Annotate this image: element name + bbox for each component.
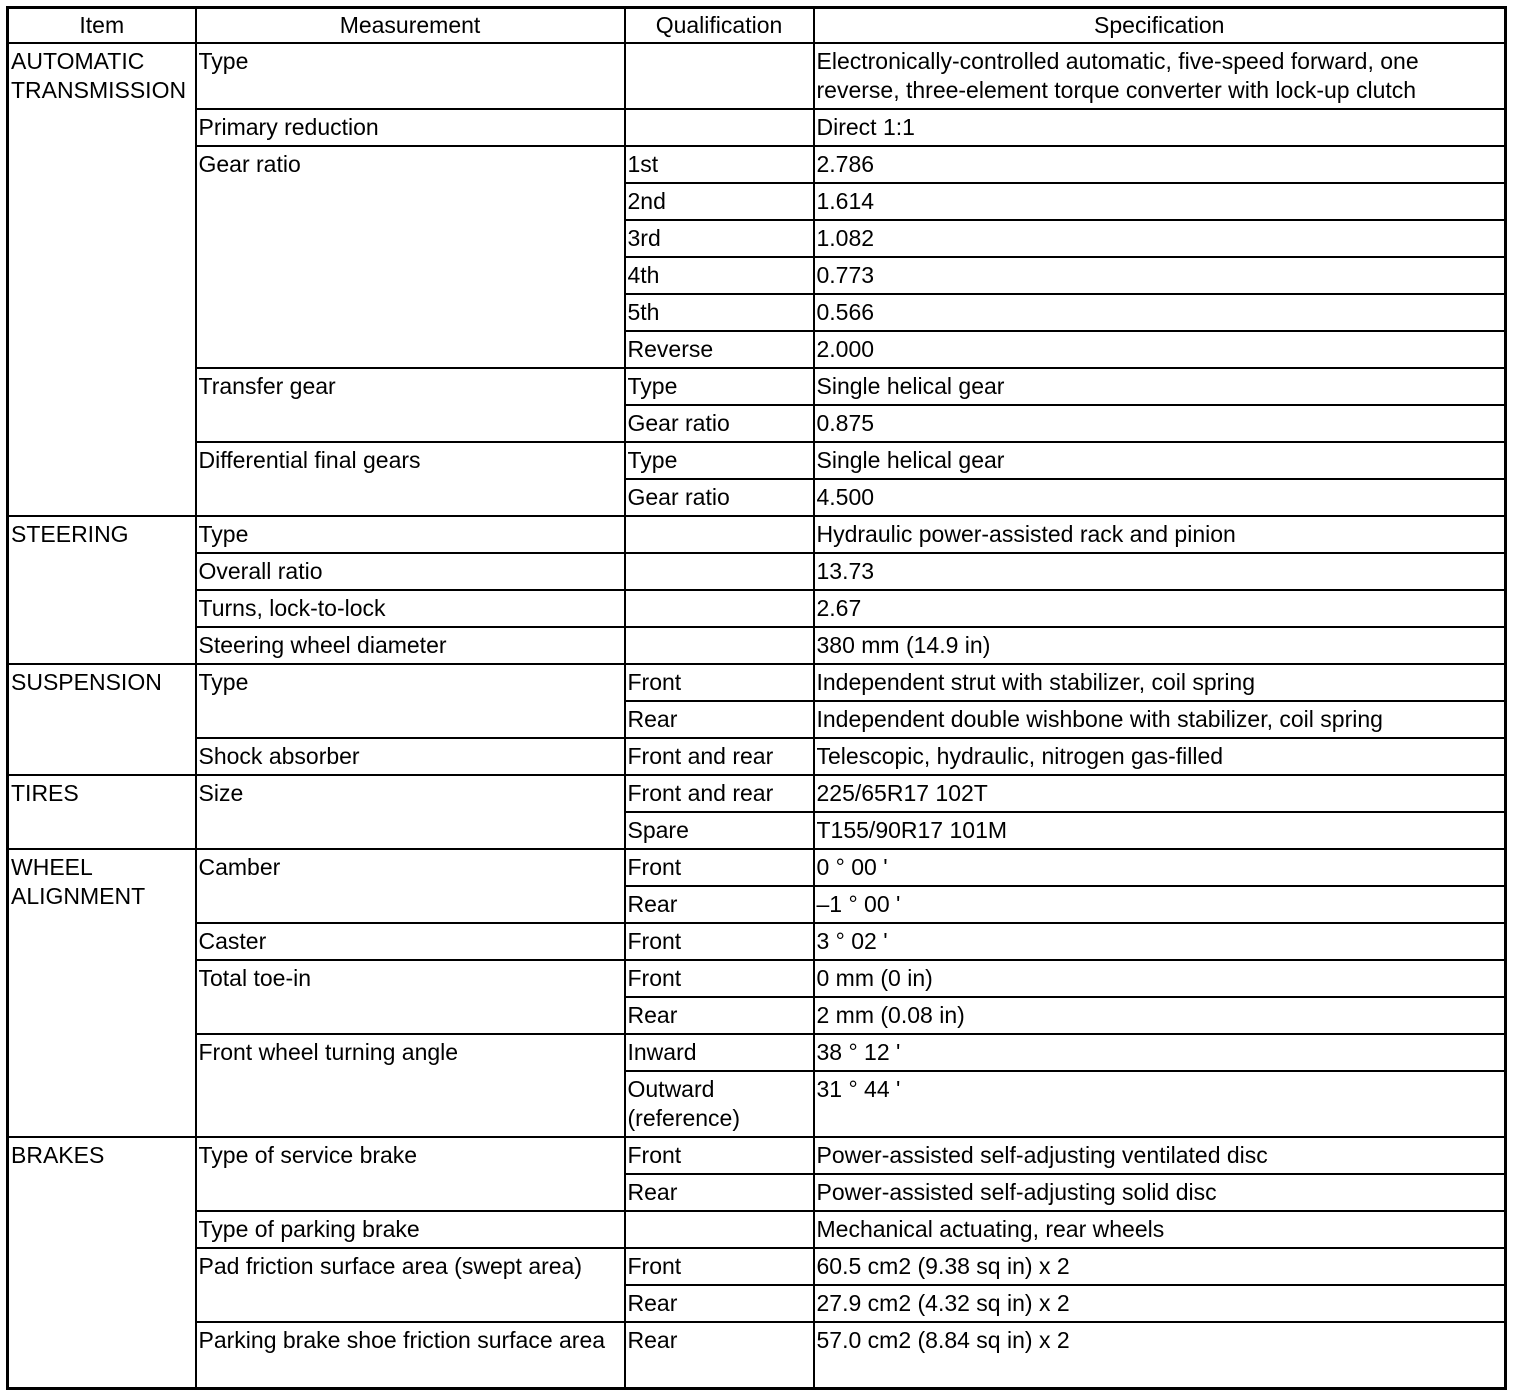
item-automatic-transmission: AUTOMATIC TRANSMISSION <box>8 43 196 516</box>
specification-cell: 3 ° 02 ' <box>814 923 1506 960</box>
table-row <box>8 627 1506 664</box>
qualification-cell <box>625 1211 814 1248</box>
specification-cell: 1.614 <box>814 183 1506 220</box>
qualification-cell <box>625 590 814 627</box>
specification-cell: 57.0 cm2 (8.84 sq in) x 2 <box>814 1322 1506 1388</box>
qualification-cell: Rear <box>625 1322 814 1388</box>
measurement-cell: Type of service brake <box>196 1137 625 1211</box>
measurement-cell: Type <box>196 664 625 738</box>
measurement-cell: Differential final gears <box>196 442 625 516</box>
specification-cell: Single helical gear <box>814 368 1506 405</box>
qualification-cell: 4th <box>625 257 814 294</box>
qualification-cell <box>625 553 814 590</box>
table-row <box>8 109 1506 146</box>
table-row <box>8 553 1506 590</box>
measurement-cell: Transfer gear <box>196 368 625 442</box>
table-row <box>8 1137 1506 1174</box>
specification-cell: 2.67 <box>814 590 1506 627</box>
qualification-cell: Rear <box>625 1174 814 1211</box>
table-row <box>8 43 1506 109</box>
table-row <box>8 923 1506 960</box>
specification-cell: Direct 1:1 <box>814 109 1506 146</box>
specification-cell: 0 mm (0 in) <box>814 960 1506 997</box>
specification-cell: 380 mm (14.9 in) <box>814 627 1506 664</box>
measurement-cell: Pad friction surface area (swept area) <box>196 1248 625 1322</box>
specification-cell: 2 mm (0.08 in) <box>814 997 1506 1034</box>
qualification-cell <box>625 109 814 146</box>
qualification-cell: Rear <box>625 1285 814 1322</box>
table-row <box>8 146 1506 183</box>
specification-cell: 13.73 <box>814 553 1506 590</box>
measurement-cell: Primary reduction <box>196 109 625 146</box>
qualification-cell: Outward (reference) <box>625 1071 814 1137</box>
item-steering: STEERING <box>8 516 196 664</box>
measurement-cell: Steering wheel diameter <box>196 627 625 664</box>
specification-cell: 2.000 <box>814 331 1506 368</box>
table-row <box>8 442 1506 479</box>
specification-cell: Independent double wishbone with stabilizer, coil spring <box>814 701 1506 738</box>
qualification-cell: Type <box>625 368 814 405</box>
specification-cell: 225/65R17 102T <box>814 775 1506 812</box>
qualification-cell: Gear ratio <box>625 479 814 516</box>
specification-table <box>6 6 1507 1390</box>
measurement-cell: Type <box>196 43 625 109</box>
specification-cell: Independent strut with stabilizer, coil spring <box>814 664 1506 701</box>
specification-cell: Power-assisted self-adjusting ventilated disc <box>814 1137 1506 1174</box>
measurement-cell: Turns, lock-to-lock <box>196 590 625 627</box>
qualification-cell <box>625 43 814 109</box>
item-wheel-alignment: WHEEL ALIGNMENT <box>8 849 196 1137</box>
measurement-cell: Type <box>196 516 625 553</box>
specification-cell: 4.500 <box>814 479 1506 516</box>
header-qualification: Qualification <box>625 8 814 44</box>
specification-cell: 0.566 <box>814 294 1506 331</box>
qualification-cell: Rear <box>625 886 814 923</box>
table-row <box>8 664 1506 701</box>
measurement-cell: Total toe-in <box>196 960 625 1034</box>
header-row <box>8 8 1506 44</box>
specification-cell: –1 ° 00 ' <box>814 886 1506 923</box>
specification-cell: T155/90R17 101M <box>814 812 1506 849</box>
qualification-cell: 1st <box>625 146 814 183</box>
specification-cell: 60.5 cm2 (9.38 sq in) x 2 <box>814 1248 1506 1285</box>
qualification-cell: Front and rear <box>625 738 814 775</box>
qualification-cell <box>625 516 814 553</box>
specification-cell: 2.786 <box>814 146 1506 183</box>
qualification-cell: Front <box>625 664 814 701</box>
header-measurement: Measurement <box>196 8 625 44</box>
measurement-cell: Gear ratio <box>196 146 625 368</box>
qualification-cell: Gear ratio <box>625 405 814 442</box>
measurement-cell: Overall ratio <box>196 553 625 590</box>
measurement-cell: Type of parking brake <box>196 1211 625 1248</box>
specification-cell: Telescopic, hydraulic, nitrogen gas-filled <box>814 738 1506 775</box>
header-item: Item <box>8 8 196 44</box>
measurement-cell: Size <box>196 775 625 849</box>
table-row <box>8 516 1506 553</box>
item-suspension: SUSPENSION <box>8 664 196 775</box>
specification-cell: 0 ° 00 ' <box>814 849 1506 886</box>
specification-cell: 0.875 <box>814 405 1506 442</box>
specification-cell: 27.9 cm2 (4.32 sq in) x 2 <box>814 1285 1506 1322</box>
qualification-cell: Front and rear <box>625 775 814 812</box>
qualification-cell: Front <box>625 923 814 960</box>
specification-cell: 31 ° 44 ' <box>814 1071 1506 1137</box>
measurement-cell: Parking brake shoe friction surface area <box>196 1322 625 1388</box>
specification-cell: Mechanical actuating, rear wheels <box>814 1211 1506 1248</box>
table-row <box>8 960 1506 997</box>
measurement-cell: Caster <box>196 923 625 960</box>
qualification-cell: Front <box>625 1248 814 1285</box>
qualification-cell: Front <box>625 1137 814 1174</box>
qualification-cell: Rear <box>625 701 814 738</box>
qualification-cell: 3rd <box>625 220 814 257</box>
measurement-cell: Front wheel turning angle <box>196 1034 625 1137</box>
qualification-cell <box>625 627 814 664</box>
table-row <box>8 1211 1506 1248</box>
table-row <box>8 368 1506 405</box>
qualification-cell: 2nd <box>625 183 814 220</box>
qualification-cell: Front <box>625 960 814 997</box>
qualification-cell: Reverse <box>625 331 814 368</box>
qualification-cell: 5th <box>625 294 814 331</box>
item-tires: TIRES <box>8 775 196 849</box>
specification-cell: Hydraulic power-assisted rack and pinion <box>814 516 1506 553</box>
table-row <box>8 590 1506 627</box>
specification-cell: 38 ° 12 ' <box>814 1034 1506 1071</box>
table-row <box>8 1248 1506 1285</box>
specification-cell: Single helical gear <box>814 442 1506 479</box>
item-brakes: BRAKES <box>8 1137 196 1388</box>
table-row <box>8 738 1506 775</box>
qualification-cell: Spare <box>625 812 814 849</box>
table-row <box>8 775 1506 812</box>
header-specification: Specification <box>814 8 1506 44</box>
measurement-cell: Shock absorber <box>196 738 625 775</box>
table-row <box>8 1322 1506 1388</box>
specification-cell: Electronically-controlled automatic, five-speed forward, one reverse, three-element torque converter with lock-up clutch <box>814 43 1506 109</box>
table-row <box>8 1034 1506 1071</box>
qualification-cell: Type <box>625 442 814 479</box>
measurement-cell: Camber <box>196 849 625 923</box>
specification-cell: 1.082 <box>814 220 1506 257</box>
qualification-cell: Inward <box>625 1034 814 1071</box>
qualification-cell: Rear <box>625 997 814 1034</box>
specification-cell: 0.773 <box>814 257 1506 294</box>
qualification-cell: Front <box>625 849 814 886</box>
specification-cell: Power-assisted self-adjusting solid disc <box>814 1174 1506 1211</box>
table-row <box>8 849 1506 886</box>
